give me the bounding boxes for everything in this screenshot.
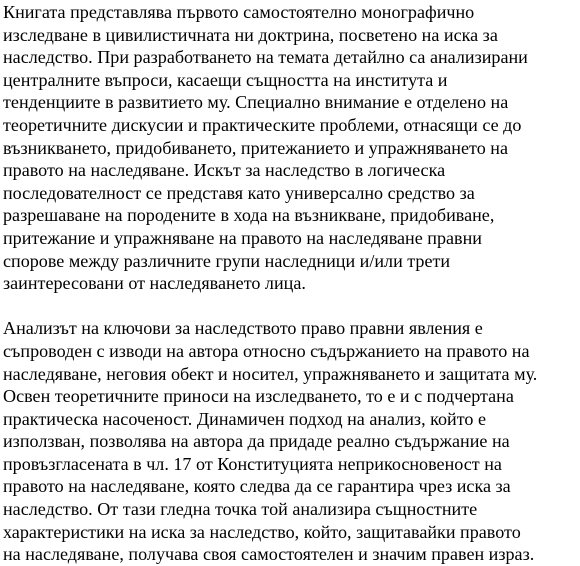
text-line: наследство. От тази гледна точка той анализира същностните — [3, 499, 478, 520]
text-line: заинтересовани от наследяването лица. — [3, 273, 306, 294]
text-line: тенденциите в развитието му. Специално внимание е отделено на — [3, 92, 509, 113]
text-line: последователност се представя като универсално средство за — [3, 182, 475, 203]
text-line: изследване в цивилистичната ни доктрина, посветено на иска за — [3, 24, 498, 45]
text-line: възникването, придобиването, притежанието и упражняването на — [3, 137, 508, 158]
text-line: провъзгласената в чл. 17 от Конституцията неприкосновеност на — [3, 453, 502, 474]
paragraph-2 — [3, 317, 580, 566]
paragraph-1 — [3, 1, 580, 295]
text-line: правото на наследяване, която следва да се гарантира чрез иска за — [3, 476, 511, 497]
text-line: Книгата представлява първото самостоятелно монографично — [3, 2, 475, 22]
paragraph-gap — [3, 295, 580, 318]
text-line: притежание и упражняване на правото на наследяване правни — [3, 227, 482, 248]
text-line: на наследяване, получава своя самостоятелен и значим правен израз. — [3, 544, 535, 565]
text-line: правото на наследяване. Искът за наследство в логическа — [3, 160, 446, 181]
text-line: характеристики на иска за наследство, който, защитавайки правото — [3, 521, 521, 542]
text-line: Освен теоретичните приноси на изследването, то е и с подчертана — [3, 386, 514, 407]
text-line: спорове между различните групи наследници и/или трети — [3, 250, 451, 271]
text-line: наследство. При разработването на темата детайлно са анализирани — [3, 47, 528, 68]
text-line: съпроводен с изводи на автора относно съдържанието на правото на — [3, 340, 530, 361]
text-line: използван, позволява на автора да придаде реално съдържание на — [3, 431, 510, 452]
text-line: наследяване, неговия обект и носител, упражняването и защитата му. — [3, 363, 538, 384]
text-line: теоретичните дискусии и практическите проблеми, отнасящи се до — [3, 114, 522, 135]
text-line: централните въпроси, касаещи същността на института и — [3, 69, 448, 90]
text-line: разрешаване на породените в хода на възникване, придобиване, — [3, 205, 495, 226]
text-line: практическа насоченост. Динамичен подход на анализ, който е — [3, 408, 486, 429]
text-line: Анализът на ключови за наследството право правни явления е — [3, 318, 483, 339]
